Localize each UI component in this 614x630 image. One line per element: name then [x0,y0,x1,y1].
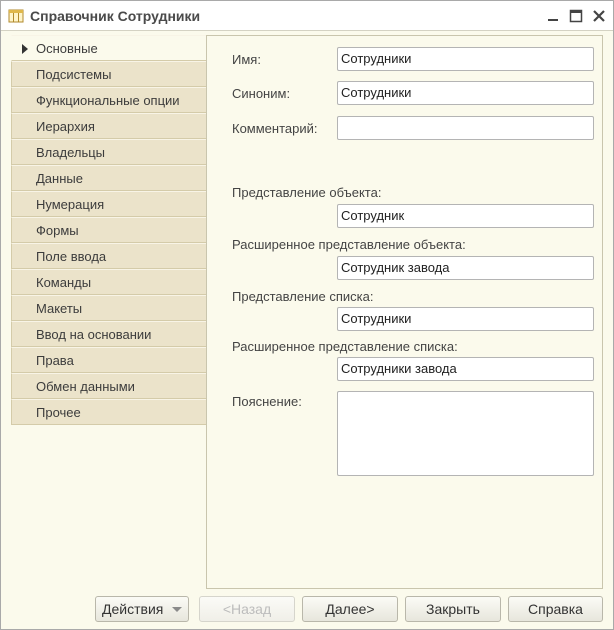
tab-functional-options[interactable] [11,87,207,113]
close-icon[interactable] [590,7,608,25]
section-tabs [11,35,207,425]
tab-input-field[interactable] [11,243,207,269]
ext-object-presentation-label: Расширенное представление объекта: [232,237,466,252]
tab-input-based-on[interactable] [11,321,207,347]
tab-label: Владельцы [36,145,106,160]
comment-input[interactable] [337,116,594,140]
tab-label: Права [36,353,74,368]
tab-label: Функциональные опции [36,93,180,108]
maximize-icon[interactable] [567,7,585,25]
list-presentation-input[interactable]: Сотрудники [337,307,594,331]
tab-label: Прочее [36,405,81,420]
name-label: Имя: [232,52,261,67]
comment-label: Комментарий: [232,121,318,136]
tab-hierarchy[interactable] [11,113,207,139]
tab-commands[interactable] [11,269,207,295]
object-presentation-label: Представление объекта: [232,185,382,200]
minimize-icon[interactable] [544,7,562,25]
back-button[interactable]: <Назад [199,596,295,622]
tab-forms[interactable] [11,217,207,243]
tab-basic[interactable] [11,35,207,61]
tab-subsystems[interactable] [11,61,207,87]
tab-label: Обмен данными [36,379,135,394]
help-button[interactable]: Справка [508,596,603,622]
tab-label: Основные [36,41,98,56]
tab-owners[interactable] [11,139,207,165]
tab-label: Нумерация [36,197,105,212]
basic-properties-panel [206,35,603,589]
tab-data-exchange[interactable] [11,373,207,399]
tab-label: Подсистемы [36,67,112,82]
tab-label: Данные [36,171,83,186]
title-bar[interactable] [1,1,613,31]
window-title: Справочник Сотрудники [30,8,201,24]
ext-list-presentation-input[interactable]: Сотрудники завода [337,357,594,381]
tab-numbering[interactable] [11,191,207,217]
tab-label: Поле ввода [36,249,107,264]
tab-templates[interactable] [11,295,207,321]
tab-label: Формы [36,223,79,238]
object-presentation-input[interactable]: Сотрудник [337,204,594,228]
tab-other[interactable] [11,399,207,425]
tab-rights[interactable] [11,347,207,373]
tab-label: Иерархия [36,119,95,134]
next-button[interactable]: Далее> [302,596,398,622]
tab-label: Команды [36,275,92,290]
list-presentation-label: Представление списка: [232,289,374,304]
synonym-input[interactable]: Сотрудники [337,81,594,105]
explanation-textarea[interactable] [337,391,594,476]
close-button[interactable]: Закрыть [405,596,501,622]
name-input[interactable]: Сотрудники [337,47,594,71]
tab-data[interactable] [11,165,207,191]
current-tab-arrow-icon [21,44,29,54]
ext-list-presentation-label: Расширенное представление списка: [232,339,458,354]
chevron-down-icon [172,607,182,612]
ext-object-presentation-input[interactable]: Сотрудник завода [337,256,594,280]
catalog-table-icon [8,8,24,24]
actions-button-label: Действия [102,601,164,617]
actions-menu-button[interactable] [95,596,189,622]
tab-label: Ввод на основании [36,327,152,342]
explanation-label: Пояснение: [232,394,302,409]
tab-label: Макеты [36,301,83,316]
synonym-label: Синоним: [232,86,291,101]
